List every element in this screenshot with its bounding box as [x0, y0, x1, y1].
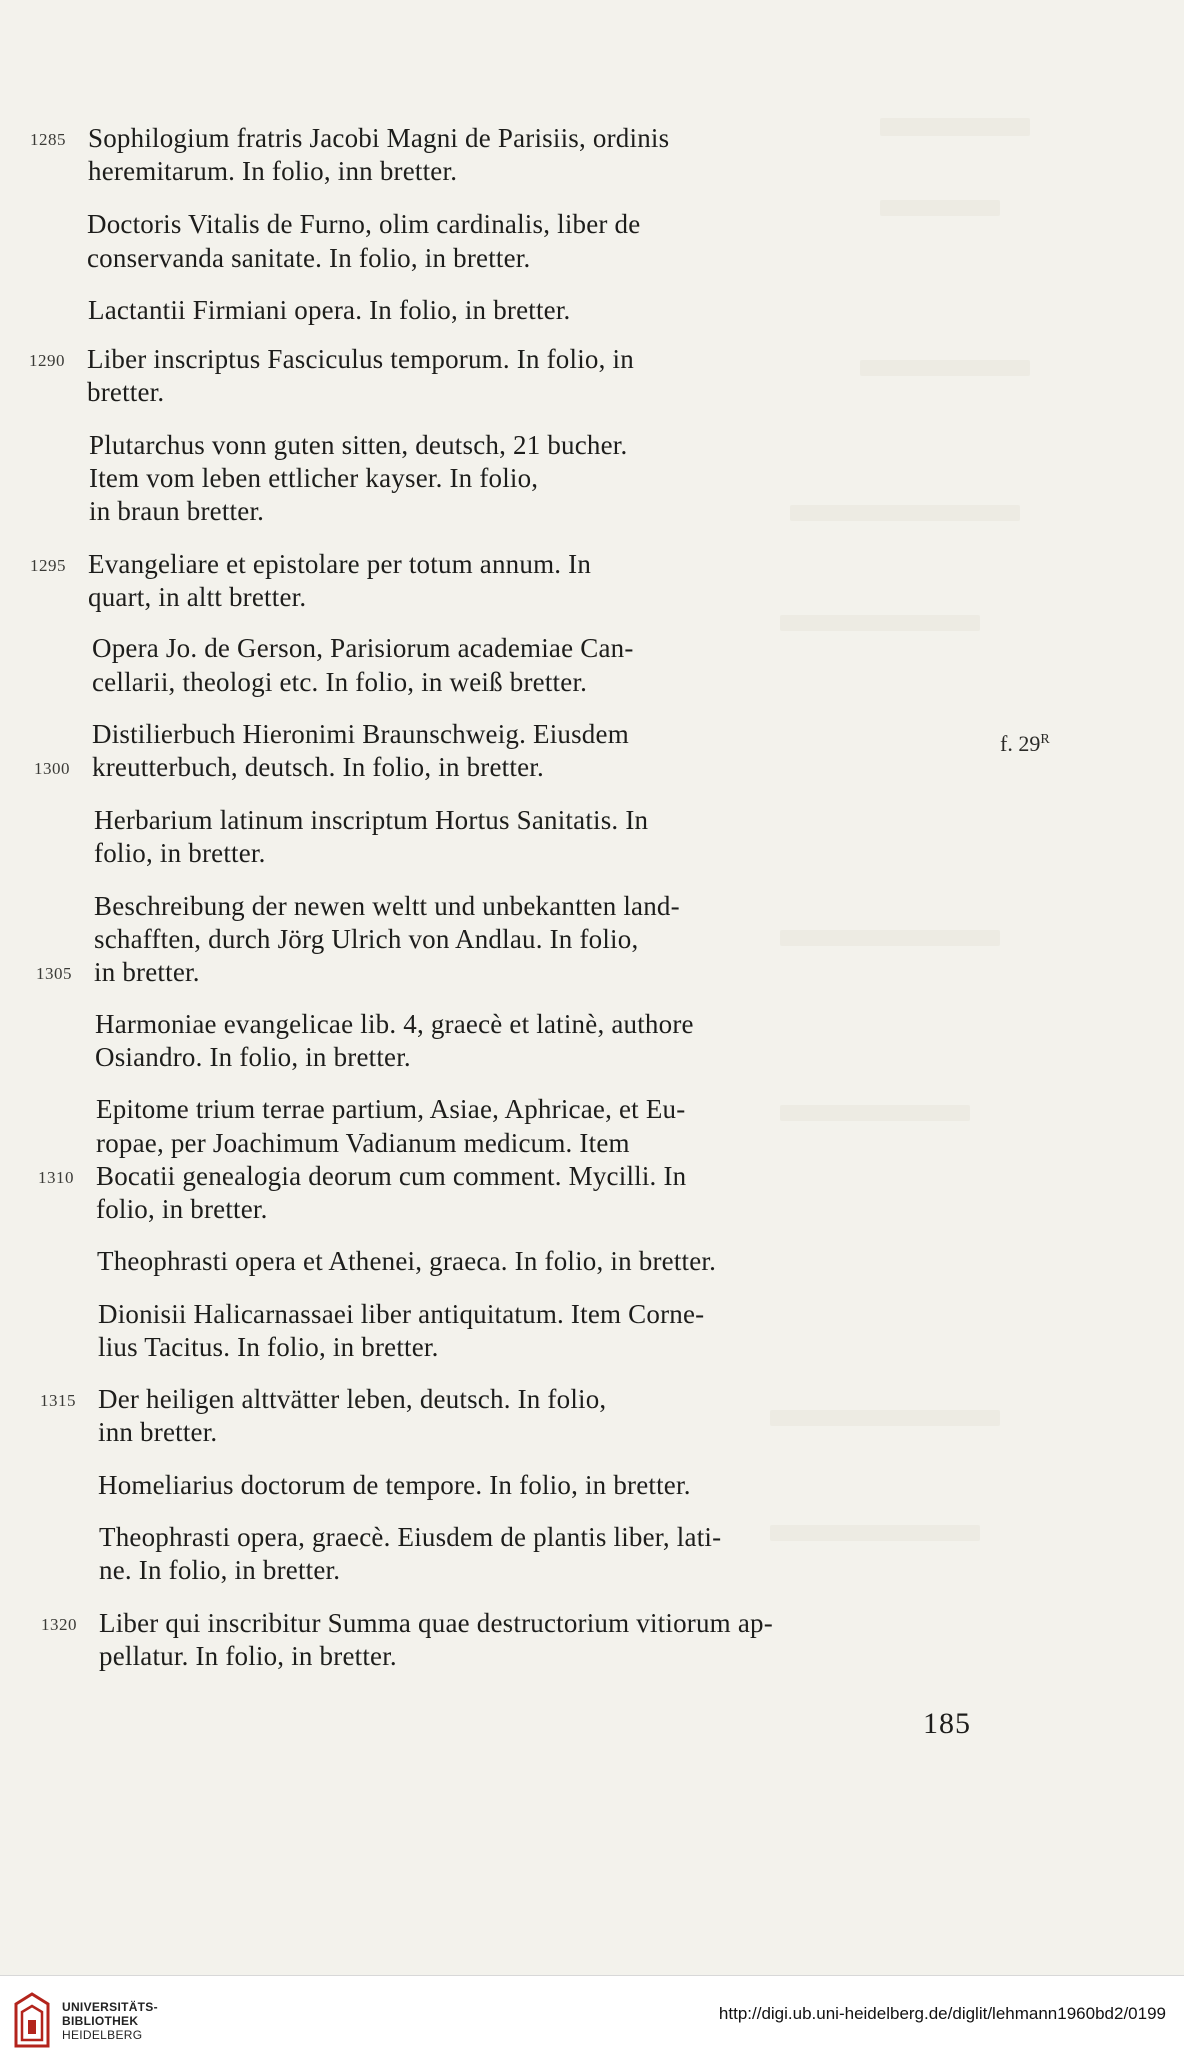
bleed-through	[790, 505, 1020, 521]
text-line: quart, in altt bretter.	[88, 582, 307, 612]
text-line: Lactantii Firmiani opera. In folio, in bretter.	[88, 295, 571, 325]
bleed-through	[770, 1525, 980, 1541]
text-line: cellarii, theologi etc. In folio, in weiß bretter.	[92, 667, 588, 697]
university-library-logo-icon	[12, 1992, 52, 2048]
text-line: folio, in bretter.	[94, 838, 266, 868]
text-line: Liber inscriptus Fasciculus temporum. In folio, in	[87, 344, 634, 374]
text-line: Epitome trium terrae partium, Asiae, Aphricae, et Eu-	[96, 1094, 686, 1124]
text-line: pellatur. In folio, in bretter.	[99, 1641, 397, 1671]
bleed-through	[780, 1105, 970, 1121]
bleed-through	[880, 118, 1030, 136]
logo-text-line2: BIBLIOTHEK	[62, 2014, 139, 2028]
text-line: folio, in bretter.	[96, 1194, 268, 1224]
line-number: 1320	[41, 1615, 77, 1634]
text-line: Osiandro. In folio, in bretter.	[95, 1042, 411, 1072]
line-number: 1315	[40, 1391, 76, 1410]
page-number: 185	[923, 1707, 971, 1740]
text-line: in bretter.	[94, 957, 200, 987]
text-line: kreutterbuch, deutsch. In folio, in bretter.	[92, 752, 544, 782]
line-number: 1295	[30, 556, 66, 575]
text-line: in braun bretter.	[89, 496, 265, 526]
text-line: Opera Jo. de Gerson, Parisiorum academiae Can-	[92, 633, 634, 663]
line-number: 1305	[36, 964, 72, 983]
footer-bar	[0, 1975, 1184, 2061]
text-line: Theophrasti opera et Athenei, graeca. In folio, in bretter.	[97, 1246, 717, 1276]
bleed-through	[880, 200, 1000, 216]
text-line: Dionisii Halicarnassaei liber antiquitatum. Item Corne-	[98, 1299, 705, 1329]
text-line: Der heiligen alttvätter leben, deutsch. In folio,	[98, 1384, 607, 1414]
text-line: Bocatii genealogia deorum cum comment. Mycilli. In	[96, 1161, 687, 1191]
text-line: Harmoniae evangelicae lib. 4, graecè et latinè, authore	[95, 1009, 694, 1039]
bleed-through	[780, 930, 1000, 946]
text-line: Distilierbuch Hieronimi Braunschweig. Eiusdem	[92, 719, 629, 749]
line-number: 1285	[30, 130, 66, 149]
logo-text-line1: UNIVERSITÄTS-	[62, 2000, 158, 2014]
folio-mark: f. $29^R$	[1000, 731, 1050, 756]
text-line: Liber qui inscribitur Summa quae destructorium vitiorum ap-	[99, 1608, 773, 1638]
text-line: inn bretter.	[98, 1417, 218, 1447]
text-line: Homeliarius doctorum de tempore. In folio, in bretter.	[98, 1470, 691, 1500]
text-line: lius Tacitus. In folio, in bretter.	[98, 1332, 439, 1362]
bleed-through	[770, 1410, 1000, 1426]
text-line: Theophrasti opera, graecè. Eiusdem de plantis liber, lati-	[99, 1522, 722, 1552]
text-line: Plutarchus vonn guten sitten, deutsch, 21 bucher.	[89, 430, 628, 460]
text-line: bretter.	[87, 377, 165, 407]
text-line: heremitarum. In folio, inn bretter.	[88, 156, 458, 186]
text-line: schafften, durch Jörg Ulrich von Andlau. In folio,	[94, 924, 639, 954]
text-line: Sophilogium fratris Jacobi Magni de Parisiis, ordinis	[88, 123, 670, 153]
text-line: ne. In folio, in bretter.	[99, 1555, 341, 1585]
logo-text-line3: HEIDELBERG	[62, 2028, 143, 2042]
bleed-through	[780, 615, 980, 631]
line-number: 1310	[38, 1168, 74, 1187]
line-number: 1290	[29, 351, 65, 370]
permalink-url[interactable]: http://digi.ub.uni-heidelberg.de/diglit/lehmann1960bd2/0199	[718, 2004, 1166, 2023]
text-line: Herbarium latinum inscriptum Hortus Sanitatis. In	[94, 805, 649, 835]
text-line: Beschreibung der newen weltt und unbekantten land-	[94, 891, 680, 921]
line-number: 1300	[34, 759, 70, 778]
text-line: Evangeliare et epistolare per totum annum. In	[88, 549, 592, 579]
text-line: conservanda sanitate. In folio, in bretter.	[87, 243, 531, 273]
text-line: Doctoris Vitalis de Furno, olim cardinalis, liber de	[87, 209, 641, 239]
text-line: ropae, per Joachimum Vadianum medicum. Item	[96, 1128, 630, 1158]
bleed-through	[860, 360, 1030, 376]
text-line: Item vom leben ettlicher kayser. In folio,	[89, 463, 539, 493]
